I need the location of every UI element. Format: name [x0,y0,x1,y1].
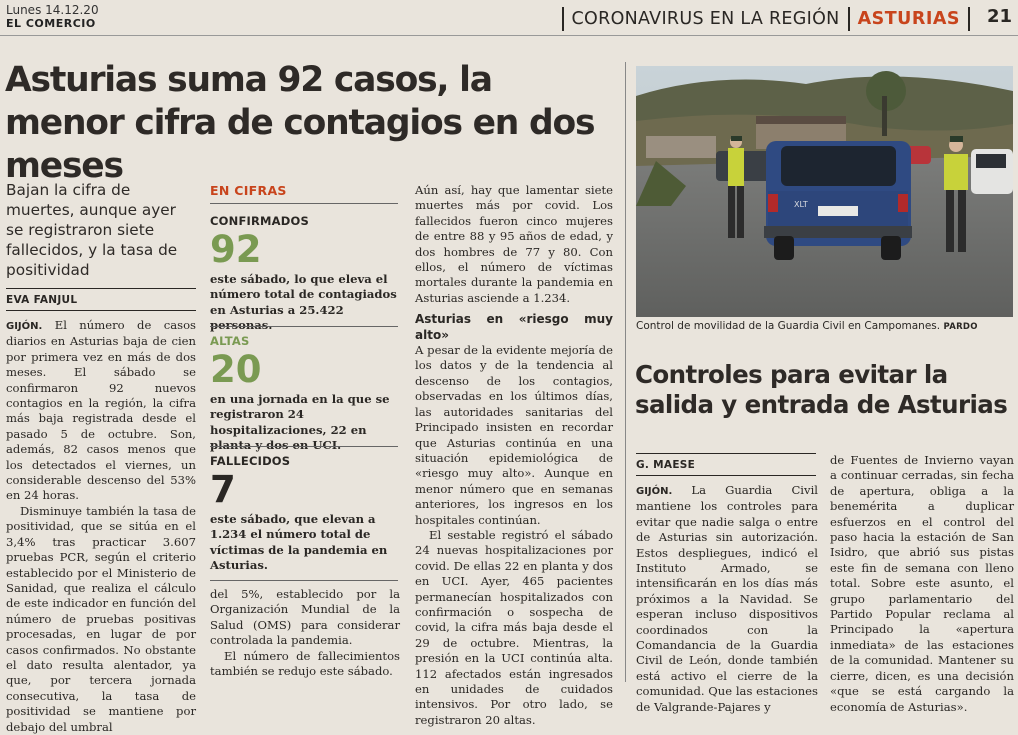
paragraph: de Fuentes de Invierno vayan a continuar cerradas, sin fecha de apertura, obliga a la benemérita a duplicar esfuerzos en el control del paso hacia la estación de San Isidro, que abrió sus pistas este fin de semana con lleno total. Sobre este asunto, el grupo parlamentario del Partido Popular reclama al Principado la «apertura inmediata» de las estaciones de la comunidad. Mantener su cierre, dicen, es una decisión «que se está cargando la economía de Asturias». [830,453,1014,714]
cifras-rule [210,446,398,447]
byline-rule [636,453,816,454]
article-subtitle: Asturias en «riesgo muy alto» [415,312,613,342]
paragraph: El sestable registró el sábado 24 nuevas hospitalizaciones por covid. De ellas 22 en planta y dos en UCI. Ayer, 465 pacientes permanecían hospitalizados con confirmación o sospecha de covid, la cifra más baja desde el 29 de octubre. Mientras, la presión en la UCI continúa alta. 112 afectados están ingresados en unidades de cuidados intensivos. Por otro lado, se registraron 20 altas. [415,527,613,727]
paragraph: del 5%, establecido por la Organización Mundial de la Salud (OMS) para considerar controlada la pandemia. [210,587,400,648]
stat-description: este sábado, que elevan a 1.234 el número total de víctimas de la pandemia en Asturias. [210,512,388,573]
checkpoint-photo-illustration [636,66,1013,317]
main-headline: Asturias suma 92 casos, la menor cifra de contagios en dos meses [5,60,595,186]
byline-rule [6,288,196,289]
section-region: ASTURIAS [857,9,960,29]
stat-value: 7 [210,468,236,511]
byline-rule [6,310,196,311]
cifras-heading: EN CIFRAS [210,183,287,198]
main-subhead: Bajan la cifra de muertes, aunque ayer se registraron siete fallecidos, y la tasa de positividad [6,181,178,279]
main-article-col2 [210,587,400,679]
page-number: 21 [986,6,1012,27]
stat-value: 92 [210,228,262,271]
location-lead: GIJÓN. [6,321,43,332]
paragraph: El número de fallecimientos también se redujo este sábado. [210,648,400,679]
location-lead: GIJÓN. [636,486,673,497]
stat-value: 20 [210,348,262,391]
section-header [554,6,978,32]
paragraph: A pesar de la evidente mejoría de los datos y de la tendencia al descenso de los contagios, observadas en los últimos días, las autoridades sanitarias del Principado insisten en recordar que Asturias continúa en una situación epidemiológica de «riesgo muy alto». Aunque en menor número que en semanas anteriores, los ingresos en los hospitales continúan. [415,343,613,527]
section-divider [562,7,564,31]
second-article-col2 [830,453,1014,715]
stat-label: ALTAS [210,334,250,348]
second-byline: G. MAESE [636,459,696,471]
stat-description: en una jornada en la que se registraron 24 hospitalizaciones, 22 en [210,392,390,437]
main-article-col1 [6,318,196,735]
photo-credit: PARDO [943,322,978,332]
main-article-col3 [415,183,613,728]
second-headline: Controles para evitar la salida y entrada de Asturias [635,360,1008,419]
paragraph: El número de casos diarios en Asturias baja de cien por primera vez en más de dos meses. El sábado se confirmaron 92 nuevos contagios en la región, la cifra más baja registrada desde el pasado 5 de octubre. Son, además, 82 casos menos que los detectados el viernes, un considerable descenso del 53% en 24 horas. [6,318,196,503]
header-rule [0,35,1018,36]
stat-description: este sábado, lo que eleva el número total de contagiados en Asturias a 25.422 [210,272,397,317]
column-divider [625,62,626,682]
issue-date: Lunes 14.12.20 [6,3,99,17]
main-byline: EVA FANJUL [6,294,78,306]
cifras-rule [210,326,398,327]
stat-label: CONFIRMADOS [210,214,309,228]
paragraph: La Guardia Civil mantiene los controles para evitar que nadie salga o entre de Asturias sin autorización. Estos despliegues, indicó el Instituto Armado, se intensificarán en los días más próximos a la Navidad. Se esperan incluso dispositivos coordinados con la Comandancia de la Guardia Civil de León, donde también está activo el cierre de la comunidad. Que las estaciones de Valgrande-Pajares y [636,483,818,714]
news-photo [636,66,1013,317]
stat-label: FALLECIDOS [210,454,291,468]
second-article-col1 [636,483,818,715]
newspaper-name: EL COMERCIO [6,17,96,30]
vehicle-badge-text: XLT [794,200,808,209]
paragraph: Disminuye también la tasa de positividad, que se sitúa en el 3,4% tras practicar 3.607 pruebas PCR, según el criterio establecido por el Ministerio de Sanidad, que realiza el cálculo de este indicador en función del número de pruebas positivas procesadas, en lugar de por casos confirmados. No obstante el dato resulta alentador, ya que, por tercera jornada consecutiva, la tasa de positividad se mantiene por debajo del umbral [6,503,196,734]
cifras-rule [210,580,398,581]
section-divider [968,7,970,31]
caption-text: Control de movilidad de la Guardia Civil en Campomanes. [636,320,941,332]
byline-rule [636,475,816,476]
cifras-rule [210,203,398,204]
paragraph: Aún así, hay que lamentar siete muertes más por covid. Los fallecidos fueron cinco mujeres de entre 88 y 95 años de edad, y dos hombres de 77 y 80. Con ellos, el número de víctimas mortales durante la pandemia en Asturias asciende a 1.234. [415,183,613,305]
section-topic: CORONAVIRUS EN LA REGIÓN [571,9,840,29]
photo-caption [636,319,1014,334]
section-divider [848,7,850,31]
